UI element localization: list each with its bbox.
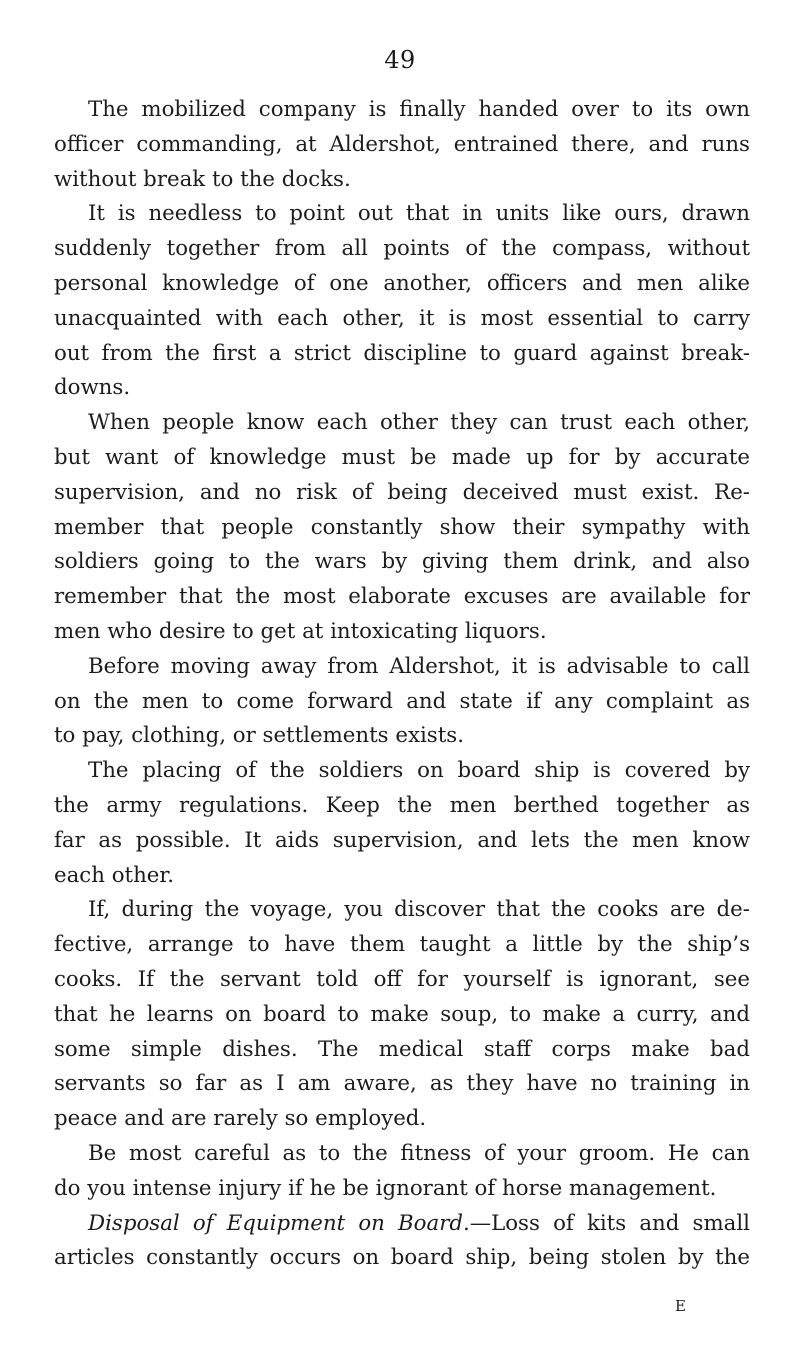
text-line: on the men to come forward and state if any complaint as	[54, 688, 750, 714]
text-line: out from the first a strict discipline to guard against break-	[54, 340, 750, 366]
text-line: without break to the docks.	[54, 166, 351, 192]
text-line: If, during the voyage, you discover that the cooks are de-	[88, 897, 750, 923]
text-line: The mobilized company is finally handed over to its own	[88, 97, 750, 122]
text-line-content: —Loss of kits and small	[469, 1210, 750, 1236]
text-line: do you intense injury if he be ignorant of horse management.	[54, 1175, 717, 1201]
text-line: supervision, and no risk of being deceived must exist. Re-	[54, 479, 750, 505]
text-line: far as possible. It aids supervision, and lets the men know	[54, 827, 750, 853]
text-line: unacquainted with each other, it is most essential to carry	[54, 305, 750, 331]
text-line: personal knowledge of one another, officers and men alike	[54, 270, 750, 296]
signature-mark: E	[675, 1297, 687, 1315]
text-line: Before moving away from Aldershot, it is advisable to call	[88, 653, 750, 679]
text-line: It is needless to point out that in units like ours, drawn	[88, 201, 750, 227]
text-line: articles constantly occurs on board ship, being stolen by the	[54, 1245, 750, 1271]
text-line: member that people constantly show their sympathy with	[54, 514, 750, 540]
text-line: Be most careful as to the fitness of your groom. He can	[88, 1140, 750, 1166]
text-line: but want of knowledge must be made up for by accurate	[54, 444, 750, 470]
text-line: peace and are rarely so employed.	[54, 1106, 427, 1132]
text-line: downs.	[54, 375, 131, 401]
text-line: remember that the most elaborate excuses are available for	[54, 584, 750, 610]
text-line: The placing of the soldiers on board ship is covered by	[88, 758, 750, 784]
text-line: fective, arrange to have them taught a little by the ship’s	[54, 932, 750, 958]
text-line: cooks. If the servant told off for yourself is ignorant, see	[54, 966, 750, 992]
text-line: suddenly together from all points of the compass, without	[54, 236, 750, 262]
text-line: each other.	[54, 862, 175, 888]
text-line: men who desire to get at intoxicating liquors.	[54, 618, 547, 644]
page-number: 49	[384, 46, 416, 74]
text-line: the army regulations. Keep the men berthed together as	[54, 792, 750, 818]
text-line	[54, 1207, 750, 1242]
text-line: that he learns on board to make soup, to make a curry, and	[54, 1001, 750, 1027]
text-line: to pay, clothing, or settlements exists.	[54, 723, 464, 749]
body-text	[54, 93, 750, 1276]
text-line: When people know each other they can trust each other,	[88, 410, 750, 436]
text-line: servants so far as I am aware, as they have no training in	[54, 1071, 750, 1097]
section-heading: Disposal of Equipment on Board.	[88, 1210, 470, 1236]
text-line: soldiers going to the wars by giving them drink, and also	[54, 549, 750, 575]
text-line: officer commanding, at Aldershot, entrained there, and runs	[54, 131, 750, 157]
text-line: some simple dishes. The medical staff corps make bad	[54, 1036, 750, 1062]
